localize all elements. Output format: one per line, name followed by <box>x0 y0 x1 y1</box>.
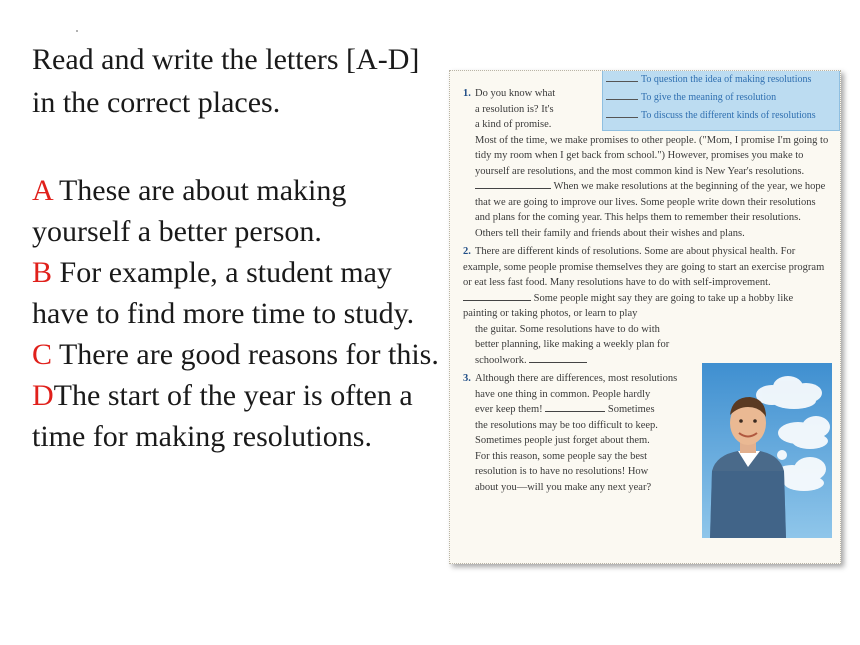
instruction-text: Read and write the letters [A-D] in the correct places. <box>32 43 420 119</box>
purpose-text: To discuss the different kinds of resolutions <box>641 110 816 121</box>
option-letter: B <box>32 256 53 289</box>
passage-text: Although there are differences, most resolutions <box>475 373 678 384</box>
purpose-blank[interactable] <box>606 109 638 118</box>
purpose-row <box>606 91 776 104</box>
option-b <box>32 252 442 334</box>
purpose-text: To question the idea of making resolutions <box>641 74 812 85</box>
passage-line: a resolution is? It's <box>475 103 554 115</box>
passage-text: There are different kinds of resolutions. Some are about physical health. For example, some people promise themselves they are going to start an exercise program or eat less fast food. Many resolutions have to do with self-improvement. <box>463 246 825 288</box>
decorative-dot <box>76 30 78 32</box>
passage-line: resolution is to have no resolutions! How <box>475 466 649 477</box>
passage-line: Do you know what <box>475 88 556 99</box>
option-text: These are about making yourself a better person. <box>32 174 347 248</box>
para-2 <box>463 244 829 322</box>
passage-line: a kind of promise. <box>475 119 552 130</box>
option-a <box>32 170 442 252</box>
passage-line: better planning, like making a weekly plan for <box>475 339 670 350</box>
passage-text: Sometimes <box>607 404 655 415</box>
passage-line: the guitar. Some resolutions have to do with <box>475 323 660 335</box>
answer-blank[interactable] <box>529 353 587 363</box>
option-letter: D <box>32 379 54 412</box>
purpose-blank[interactable] <box>606 73 638 82</box>
answer-blank[interactable] <box>475 179 551 189</box>
passage-text: ever keep them! <box>475 404 543 415</box>
option-letter: A <box>32 174 53 207</box>
para-number: 2. <box>463 246 471 257</box>
passage-line: have one thing in common. People hardly <box>475 388 651 400</box>
passage-text: schoolwork. <box>475 354 527 366</box>
passage-text: When we make resolutions at the beginning of the year, we hope that we are going to improve our lives. Some people write down their resolutions and plans for the coming year. This helps them to remember their resolutions. Others tell their family and friends about their wishes and plans. <box>475 181 826 239</box>
answer-blank[interactable] <box>463 291 531 301</box>
exercise-panel <box>32 38 442 457</box>
para-number: 1. <box>463 88 471 99</box>
purpose-text: To give the meaning of resolution <box>641 92 777 103</box>
purpose-row <box>606 73 811 86</box>
textbook-page <box>449 70 841 564</box>
passage-line: the resolutions may be too difficult to keep. <box>475 419 658 431</box>
option-d <box>32 375 442 457</box>
purpose-box <box>602 70 840 131</box>
option-text: For example, a student may have to find more time to study. <box>32 256 415 330</box>
para-number: 3. <box>463 373 471 384</box>
option-text: The start of the year is often a time for making resolutions. <box>32 379 413 453</box>
passage-line: Sometimes people just forget about them. <box>475 435 650 446</box>
answer-blank[interactable] <box>545 402 605 412</box>
passage-line: about you—will you make any next year? <box>475 481 652 493</box>
passage-block <box>463 133 829 242</box>
option-c <box>32 334 442 375</box>
passage-text: Some people might say they are going to take up a hobby like painting or taking photos, or learn to play <box>463 292 794 319</box>
option-letter: C <box>32 338 53 371</box>
purpose-row <box>606 109 816 122</box>
passage-line: For this reason, some people say the best <box>475 450 648 462</box>
boy-with-thought-clouds-photo <box>702 363 832 538</box>
passage-text: Most of the time, we make promises to other people. ("Mom, I promise I'm going to tidy my room when I get back from school.") However, promises you make to yourself are resolutions, and the most common kind is New Year's resolutions. <box>475 134 829 177</box>
purpose-blank[interactable] <box>606 91 638 100</box>
option-text: There are good reasons for this. <box>52 338 439 371</box>
